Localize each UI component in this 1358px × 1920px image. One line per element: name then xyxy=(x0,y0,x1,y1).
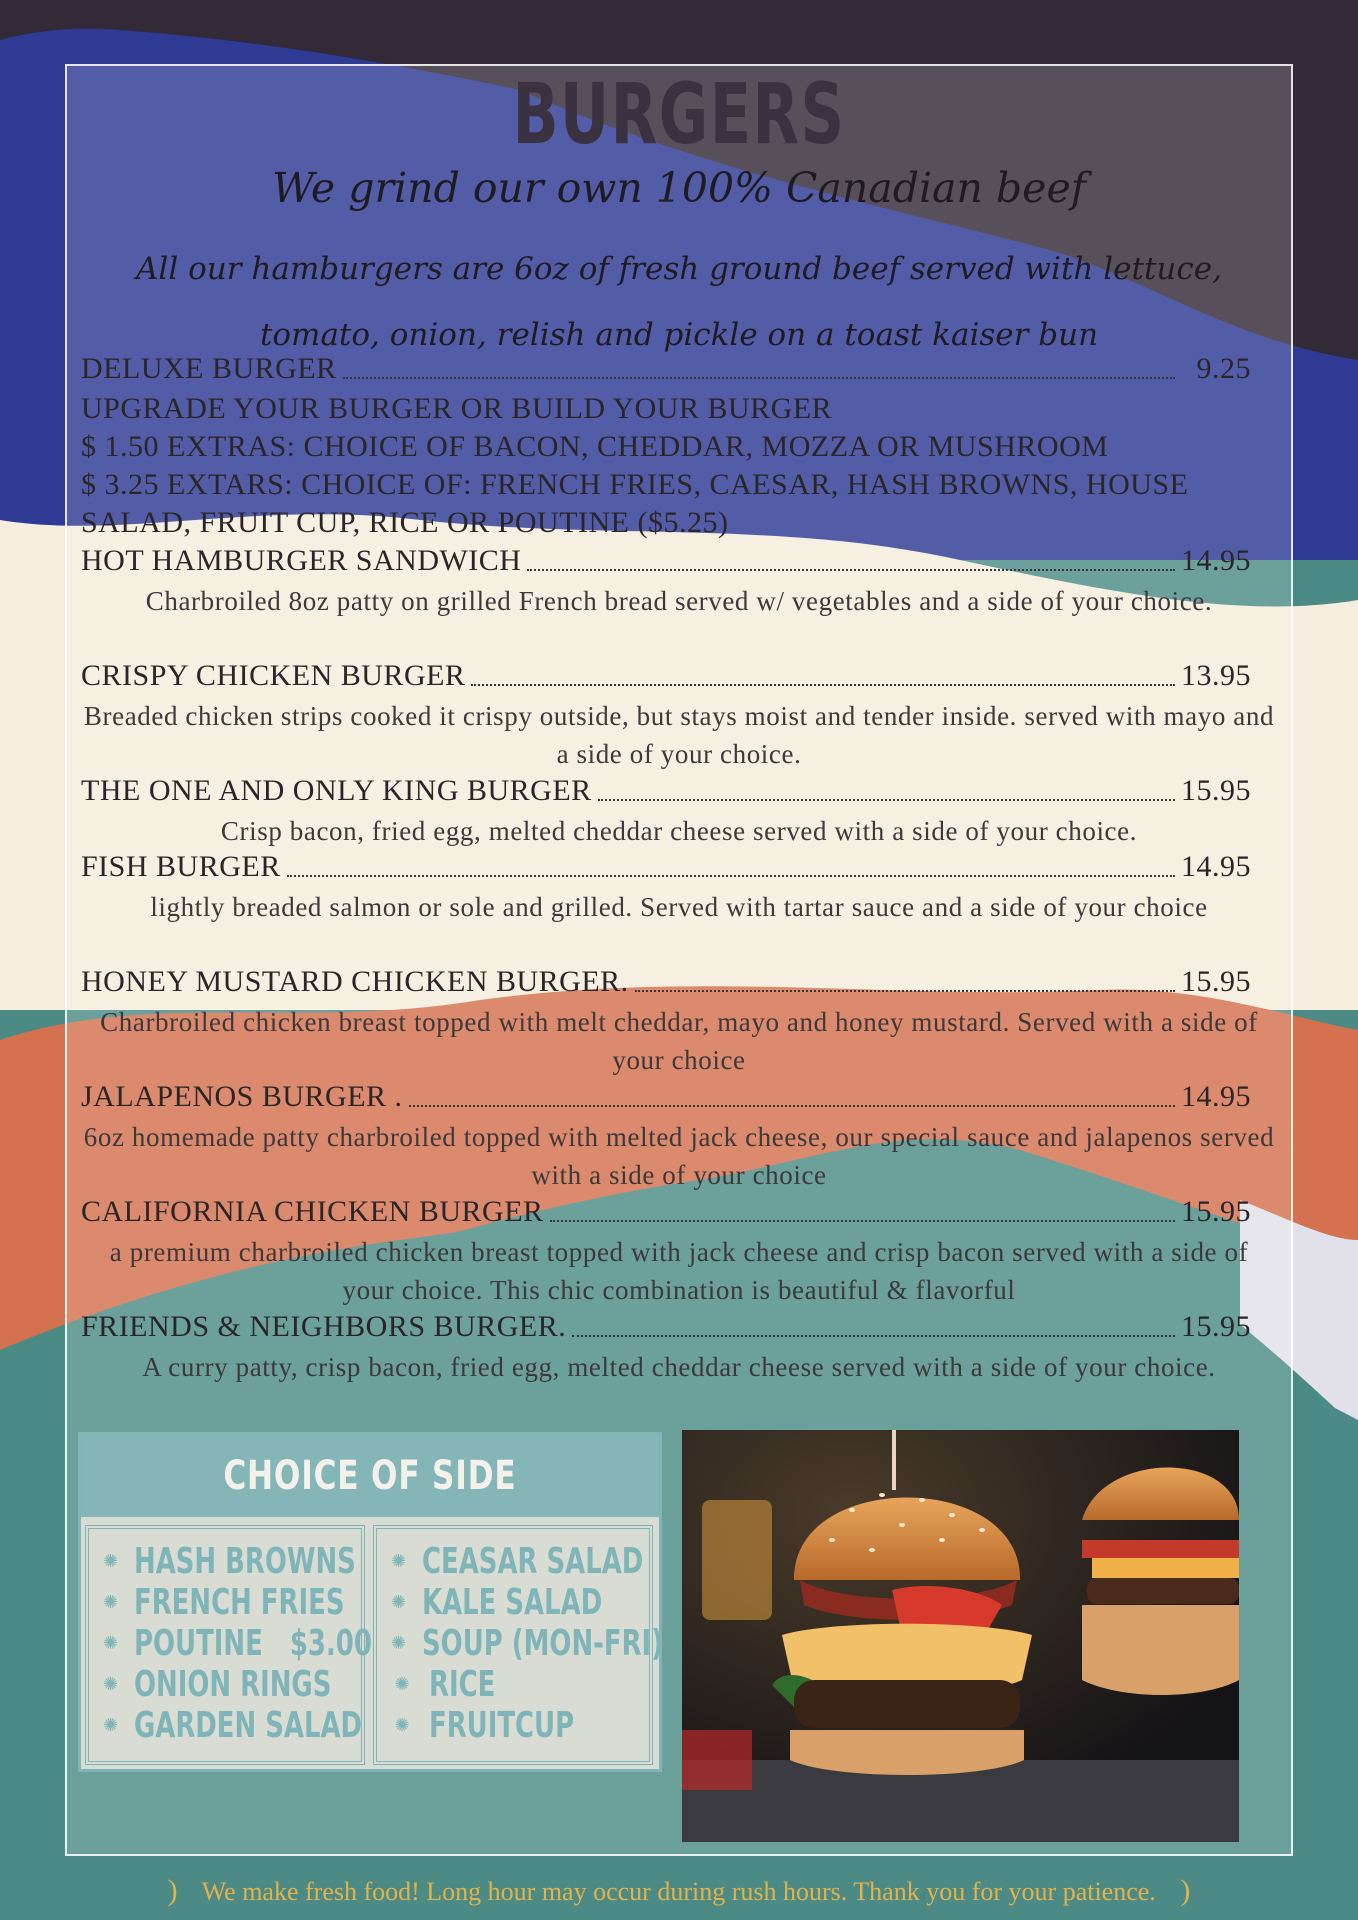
footer-paren-open: ) xyxy=(167,1874,178,1907)
dot-leader xyxy=(409,1105,1175,1107)
menu-item xyxy=(81,544,1251,578)
flower-bullet-icon: ✺ xyxy=(103,1715,119,1736)
item-name: HONEY MUSTARD CHICKEN BURGER. xyxy=(81,965,629,998)
item-name: FISH BURGER xyxy=(81,850,281,883)
upgrade-extras-150: $ 1.50 EXTRAS: CHOICE OF BACON, CHEDDAR, MOZZA OR MUSHROOM xyxy=(81,430,1109,463)
menu-item xyxy=(81,659,1251,693)
choice-of-side-title: CHOICE OF SIDE xyxy=(81,1435,659,1517)
item-name: HOT HAMBURGER SANDWICH xyxy=(81,544,522,577)
flower-bullet-icon: ✺ xyxy=(391,1592,407,1613)
item-price: 14.95 xyxy=(1181,544,1251,577)
list-item: ✺ SOUP (MON-FRI) xyxy=(391,1623,664,1664)
item-name: JALAPENOS BURGER . xyxy=(81,1080,403,1113)
list-item: ✺ POUTINE $3.00 xyxy=(103,1623,372,1664)
item-description: Charbroiled chicken breast topped with melt cheddar, mayo and honey mustard. Served with a side of your choice xyxy=(100,1007,1258,1075)
page-title: BURGERS xyxy=(512,65,846,163)
list-item: ✺ KALE SALAD xyxy=(391,1582,603,1623)
intro-text: All our hamburgers are 6oz of fresh ground beef served with lettuce, tomato, onion, relish and pickle on a toast kaiser bun xyxy=(136,251,1222,353)
flower-bullet-icon: ✺ xyxy=(394,1674,410,1695)
dot-leader xyxy=(527,569,1175,571)
item-description: lightly breaded salmon or sole and grilled. Served with tartar sauce and a side of your choice xyxy=(150,892,1208,922)
dot-leader xyxy=(471,684,1175,686)
flower-bullet-icon: ✺ xyxy=(103,1551,119,1572)
item-description: A curry patty, crisp bacon, fried egg, melted cheddar cheese served with a side of your choice. xyxy=(142,1352,1216,1382)
item-price: 13.95 xyxy=(1181,659,1251,692)
item-description: a premium charbroiled chicken breast topped with jack cheese and crisp bacon served with a side of your choice. This chic combination is beautiful & flavorful xyxy=(109,1237,1249,1305)
dot-leader xyxy=(287,875,1175,877)
item-name: THE ONE AND ONLY KING BURGER xyxy=(81,774,592,807)
flower-bullet-icon: ✺ xyxy=(103,1633,119,1654)
item-price: 14.95 xyxy=(1181,850,1251,883)
list-item: ✺ RICE xyxy=(391,1664,649,1705)
item-price: 15.95 xyxy=(1181,1195,1251,1228)
item-description: Breaded chicken strips cooked it crispy outside, but stays moist and tender inside. served with mayo and a side of your choice. xyxy=(83,701,1275,769)
item-name: CALIFORNIA CHICKEN BURGER xyxy=(81,1195,544,1228)
menu-item xyxy=(81,1310,1251,1344)
item-description: Charbroiled 8oz patty on grilled French bread served w/ vegetables and a side of your choice. xyxy=(145,586,1213,616)
burger-photo xyxy=(682,1430,1239,1842)
flower-bullet-icon: ✺ xyxy=(103,1674,119,1695)
item-price: 15.95 xyxy=(1181,965,1251,998)
item-name: CRISPY CHICKEN BURGER xyxy=(81,659,466,692)
dot-leader xyxy=(343,377,1175,379)
dot-leader xyxy=(550,1220,1175,1222)
item-description: 6oz homemade patty charbroiled topped with melted jack cheese, our special sauce and jalapenos served with a side of your choice xyxy=(83,1122,1275,1190)
item-price: 15.95 xyxy=(1181,774,1251,807)
item-price: 14.95 xyxy=(1181,1080,1251,1113)
list-item: ✺ FRENCH FRIES xyxy=(103,1582,345,1623)
item-name: DELUXE BURGER xyxy=(81,352,337,385)
tagline: We grind our own 100% Canadian beef xyxy=(272,164,1086,212)
menu-item xyxy=(81,774,1251,808)
upgrade-extras-325: $ 3.25 EXTARS: CHOICE OF: FRENCH FRIES, CAESAR, HASH BROWNS, HOUSE SALAD, FRUIT CUP, RICE OR POUTINE ($5.25) xyxy=(81,468,1189,539)
menu-item xyxy=(81,850,1251,884)
side-list-left xyxy=(85,1525,372,1765)
flower-bullet-icon: ✺ xyxy=(103,1592,119,1613)
list-item: ✺ GARDEN SALAD xyxy=(103,1705,363,1746)
footer-note xyxy=(0,1874,1358,1908)
burger-illustration xyxy=(682,1430,1239,1842)
flower-bullet-icon: ✺ xyxy=(394,1715,410,1736)
side-list-right xyxy=(373,1525,664,1765)
menu-item-deluxe-burger xyxy=(81,352,1251,386)
menu-item xyxy=(81,1195,1251,1229)
list-item: ✺ FRUITCUP xyxy=(391,1705,649,1746)
item-description: Crisp bacon, fried egg, melted cheddar cheese served with a side of your choice. xyxy=(220,816,1138,846)
footer-paren-close: ) xyxy=(1180,1874,1191,1907)
item-price: 9.25 xyxy=(1196,352,1251,385)
flower-bullet-icon: ✺ xyxy=(391,1633,407,1654)
list-item: ✺ CEASAR SALAD xyxy=(391,1541,644,1582)
dot-leader xyxy=(635,990,1175,992)
choice-of-side-box xyxy=(78,1432,662,1772)
dot-leader xyxy=(572,1335,1175,1337)
menu-item xyxy=(81,965,1251,999)
list-item: ✺ HASH BROWNS xyxy=(103,1541,356,1582)
dot-leader xyxy=(598,799,1175,801)
footer-text: We make fresh food! Long hour may occur during rush hours. Thank you for your patience. xyxy=(201,1877,1156,1906)
menu-item xyxy=(81,1080,1251,1114)
item-price: 15.95 xyxy=(1181,1310,1251,1343)
flower-bullet-icon: ✺ xyxy=(391,1551,407,1572)
list-item: ✺ ONION RINGS xyxy=(103,1664,332,1705)
upgrade-heading: UPGRADE YOUR BURGER OR BUILD YOUR BURGER xyxy=(81,392,833,425)
item-name: FRIENDS & NEIGHBORS BURGER. xyxy=(81,1310,567,1343)
